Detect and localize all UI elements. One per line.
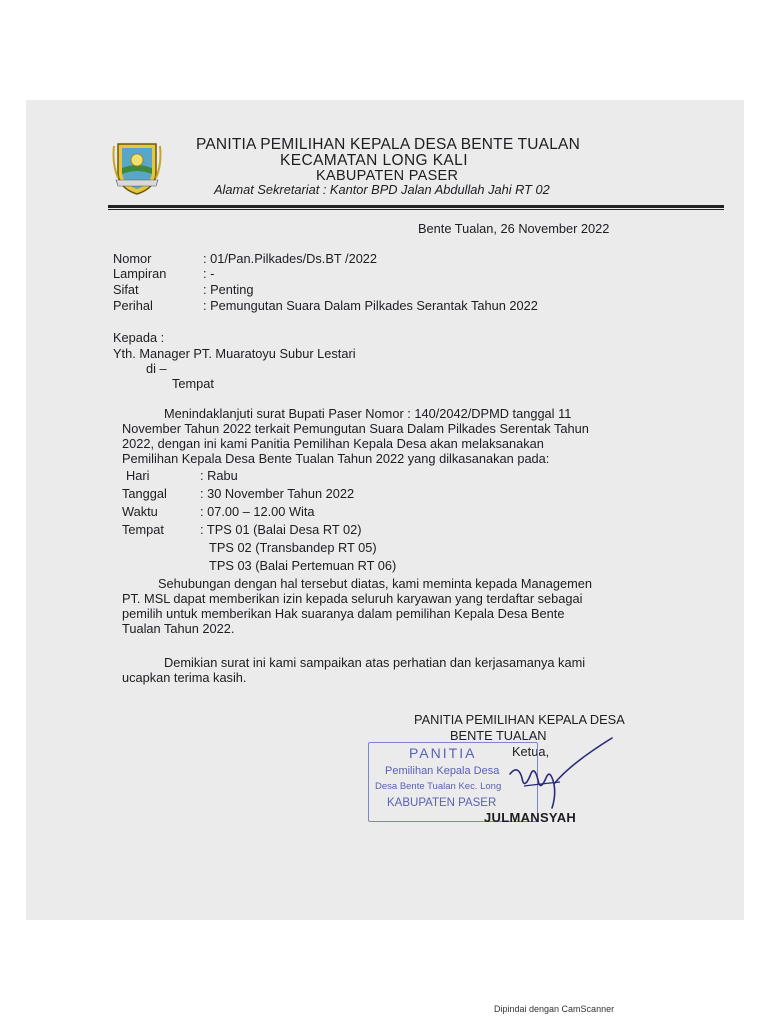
schedule-label: Hari	[126, 468, 150, 483]
meta-row	[113, 266, 214, 281]
meta-label: Nomor	[113, 251, 152, 266]
paragraph-line: Sehubungan dengan hal tersebut diatas, kami meminta kepada Managemen	[158, 576, 592, 591]
meta-value: : 01/Pan.Pilkades/Ds.BT /2022	[203, 251, 378, 266]
stamp-line1: Pemilihan Kepala Desa	[385, 765, 500, 777]
stamp-title: PANITIA	[409, 745, 477, 761]
meta-value: : Pemungutan Suara Dalam Pilkades Serantak Tahun 2022	[203, 298, 538, 313]
handwritten-signature	[500, 734, 620, 818]
signature-name: JULMANSYAH	[484, 810, 577, 825]
signature-org-line1: PANITIA PEMILIHAN KEPALA DESA	[414, 712, 625, 727]
letterhead-line3: KABUPATEN PASER	[316, 168, 459, 184]
letterhead-line1: PANITIA PEMILIHAN KEPALA DESA BENTE TUALAN	[196, 136, 580, 153]
schedule-value: : 30 November Tahun 2022	[200, 486, 355, 501]
stamp-line2: Desa Bente Tualan Kec. Long	[375, 781, 502, 792]
paragraph-line: Pemilihan Kepala Desa Bente Tualan Tahun 2022 yang dilkasanakan pada:	[122, 451, 550, 466]
signature-role: Ketua,	[512, 744, 549, 759]
letterhead-line2: KECAMATAN LONG KALI	[280, 152, 468, 169]
signature-org-line2: BENTE TUALAN	[450, 728, 547, 743]
meta-value: : -	[203, 266, 215, 281]
paragraph-line: ucapkan terima kasih.	[122, 670, 247, 685]
schedule-value: : 07.00 – 12.00 Wita	[200, 504, 315, 519]
paragraph-line: November Tahun 2022 terkait Pemungutan Suara Dalam Pilkades Serentak Tahun	[122, 421, 589, 436]
stamp-line3: KABUPATEN PASER	[387, 797, 497, 809]
paragraph-line: 2022, dengan ini kami Panitia Pemilihan Kepala Desa akan melaksanakan	[122, 436, 544, 451]
schedule-label: Waktu	[122, 504, 158, 519]
body-paragraph-3	[122, 655, 662, 685]
meta-row	[113, 298, 538, 313]
paragraph-line: Tualan Tahun 2022.	[122, 621, 235, 636]
meta-row	[113, 282, 254, 297]
schedule-row	[122, 504, 315, 519]
meta-label: Sifat	[113, 282, 139, 297]
schedule-value: : Rabu	[200, 468, 238, 483]
recipient-di: di –	[146, 361, 167, 376]
meta-label: Perihal	[113, 298, 153, 313]
paragraph-line: pemilih untuk memberikan Hak suaranya dalam pemilihan Kepala Desa Bente	[122, 606, 565, 621]
body-paragraph-1	[122, 406, 660, 466]
paragraph-line: Menindaklanjuti surat Bupati Paser Nomor : 140/2042/DPMD tanggal 11	[164, 406, 572, 421]
meta-row	[113, 251, 377, 266]
paragraph-line: Demikian surat ini kami sampaikan atas perhatian dan kerjasamanya kami	[164, 655, 586, 670]
meta-label: Lampiran	[113, 266, 167, 281]
meta-value: : Penting	[203, 282, 254, 297]
schedule-value: : TPS 01 (Balai Desa RT 02)	[200, 522, 362, 537]
schedule-label: Tempat	[122, 522, 164, 537]
date-line: Bente Tualan, 26 November 2022	[418, 221, 610, 236]
schedule-row	[122, 522, 361, 537]
letterhead-rule	[108, 205, 724, 208]
tps-item: TPS 03 (Balai Pertemuan RT 06)	[209, 558, 397, 573]
recipient-kepada: Kepada :	[113, 330, 165, 345]
paragraph-line: PT. MSL dapat memberikan izin kepada seluruh karyawan yang terdaftar sebagai	[122, 591, 583, 606]
scanner-footer: Dipindai dengan CamScanner	[494, 1004, 615, 1014]
kabupaten-logo	[112, 138, 162, 196]
recipient-tempat: Tempat	[172, 376, 214, 391]
schedule-row	[126, 468, 238, 483]
schedule-label: Tanggal	[122, 486, 167, 501]
recipient-name: Yth. Manager PT. Muaratoyu Subur Lestari	[113, 346, 356, 361]
letterhead-rule-thin	[108, 209, 724, 210]
schedule-row	[122, 486, 354, 501]
body-paragraph-2	[122, 576, 662, 636]
letterhead-address: Alamat Sekretariat : Kantor BPD Jalan Abdullah Jahi RT 02	[214, 182, 550, 197]
tps-item: TPS 02 (Transbandep RT 05)	[209, 540, 377, 555]
